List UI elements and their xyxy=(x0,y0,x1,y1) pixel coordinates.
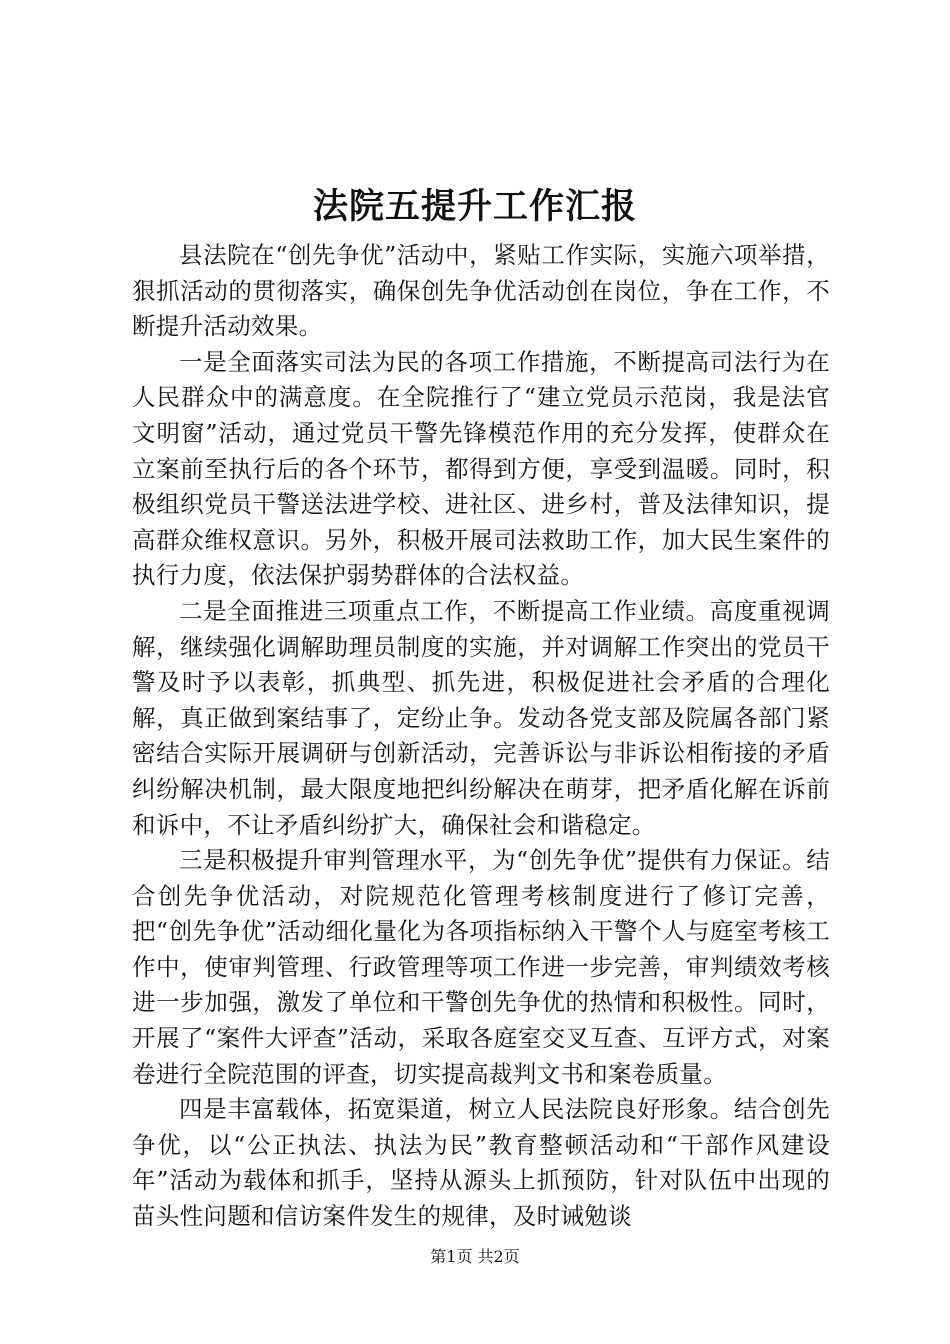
paragraph-3: 三是积极提升审判管理水平，为“创先争优”提供有力保证。结合创先争优活动，对院规范化管理考核制度进行了修订完善，把“创先争优”活动细化量化为各项指标纳入干警个人与庭室考核工作中，使审判管理、行政管理等项工作进一步完善，审判绩效考核进一步加强，激发了单位和干警创先争优的热情和积极性。同时，开展了“案件大评查”活动，采取各庭室交叉互查、互评方式，对案卷进行全院范围的评查，切实提高裁判文书和案卷质量。 xyxy=(132,846,830,1088)
paragraph-intro: 县法院在“创先争优”活动中，紧贴工作实际，实施六项举措，狠抓活动的贯彻落实，确保创先争优活动创在岗位，争在工作，不断提升活动效果。 xyxy=(132,241,830,341)
document-title: 法院五提升工作汇报 xyxy=(312,186,637,227)
paragraph-1: 一是全面落实司法为民的各项工作措施，不断提高司法行为在人民群众中的满意度。在全院推行了“建立党员示范岗，我是法官文明窗”活动，通过党员干警先锋模范作用的充分发挥，使群众在立案前至执行后的各个环节，都得到方便，享受到温暖。同时，积极组织党员干警送法进学校、进社区、进乡村，普及法律知识，提高群众维权意识。另外，积极开展司法救助工作，加大民生案件的执行力度，依法保护弱势群体的合法权益。 xyxy=(132,347,830,590)
document-body xyxy=(132,238,830,1235)
paragraph-4: 四是丰富载体，拓宽渠道，树立人民法院良好形象。结合创先争优，以“公正执法、执法为民”教育整顿活动和“干部作风建设年”活动为载体和抓手，坚持从源头上抓预防，针对队伍中出现的苗头性问题和信访案件发生的规律，及时诫勉谈 xyxy=(132,1095,830,1231)
page-number-footer: 第1页 共2页 xyxy=(430,1247,520,1266)
paragraph-2: 二是全面推进三项重点工作，不断提高工作业绩。高度重视调解，继续强化调解助理员制度的实施，并对调解工作突出的党员干警及时予以表彰，抓典型、抓先进，积极促进社会矛盾的合理化解，真正做到案结事了，定纷止争。发动各党支部及院属各部门紧密结合实际开展调研与创新活动，完善诉讼与非诉讼相衔接的矛盾纠纷解决机制，最大限度地把纠纷解决在萌芽，把矛盾化解在诉前和诉中，不让矛盾纠纷扩大，确保社会和谐稳定。 xyxy=(132,596,830,839)
